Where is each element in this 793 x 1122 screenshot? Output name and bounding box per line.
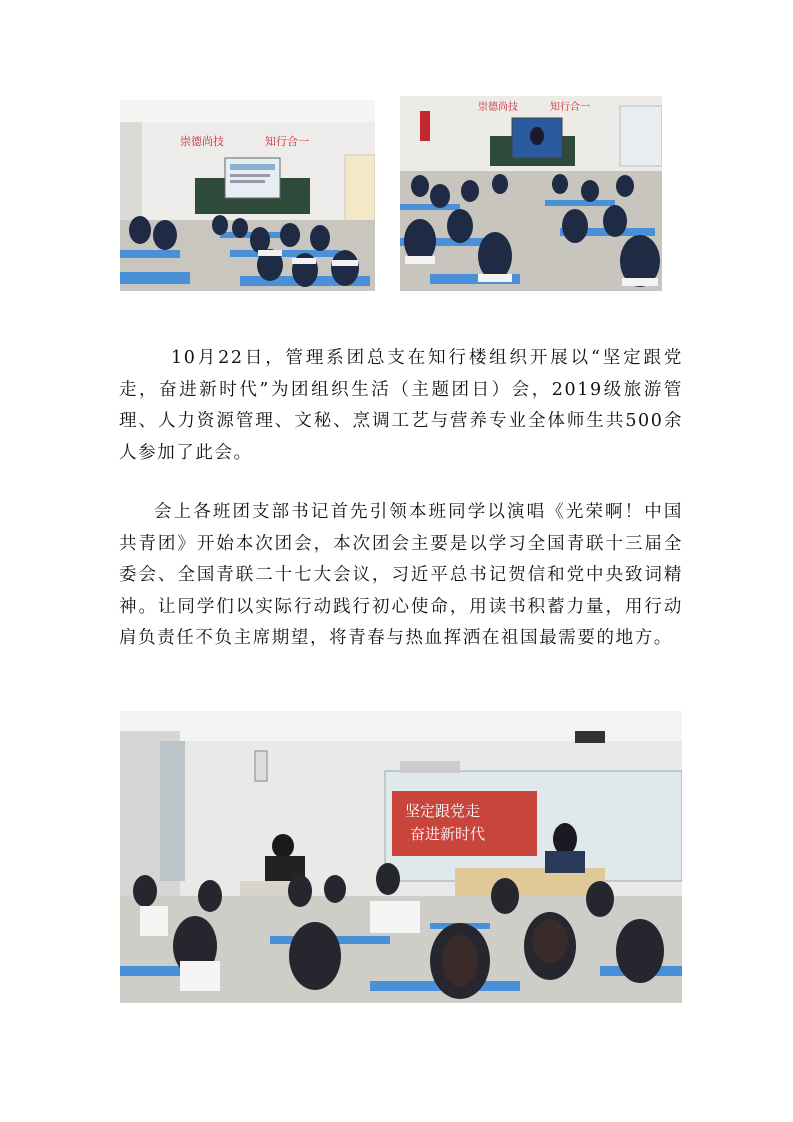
banner-left-text: 崇德尚技 (180, 135, 224, 148)
meeting-photo-1 (120, 100, 375, 291)
paragraph-meeting-content: 会上各班团支部书记首先引领本班同学以演唱《光荣啊！中国共青团》开始本次团会，本次团会主要是以学习全国青联十三届全委会、全国青联二十七大会议，习近平总书记贺信和党中央致词精神。让同学们以实际行动践行初心使命，用读书积蓄力量，用行动肩负责任不负主席期望，将青春与热血挥洒在祖国最需要的地方。 (119, 502, 683, 648)
slide-line-2: 奋进新时代 (410, 825, 486, 843)
banner-left-text: 崇德尚技 (478, 102, 518, 113)
slide-line-1: 坚定跟党走 (405, 802, 481, 820)
paragraph-event-summary: 10月22日，管理系团总支在知行楼组织开展以“坚定跟党走，奋进新时代”为团组织生活（主题团日）会，2019级旅游管理、人力资源管理、文秘、烹调工艺与营养专业全体师生共500余人参加了此会。 (119, 348, 683, 463)
meeting-photo-3 (120, 711, 682, 1003)
banner-right-text: 知行合一 (550, 102, 590, 113)
meeting-photo-2 (400, 96, 662, 291)
banner-right-text: 知行合一 (265, 135, 309, 148)
